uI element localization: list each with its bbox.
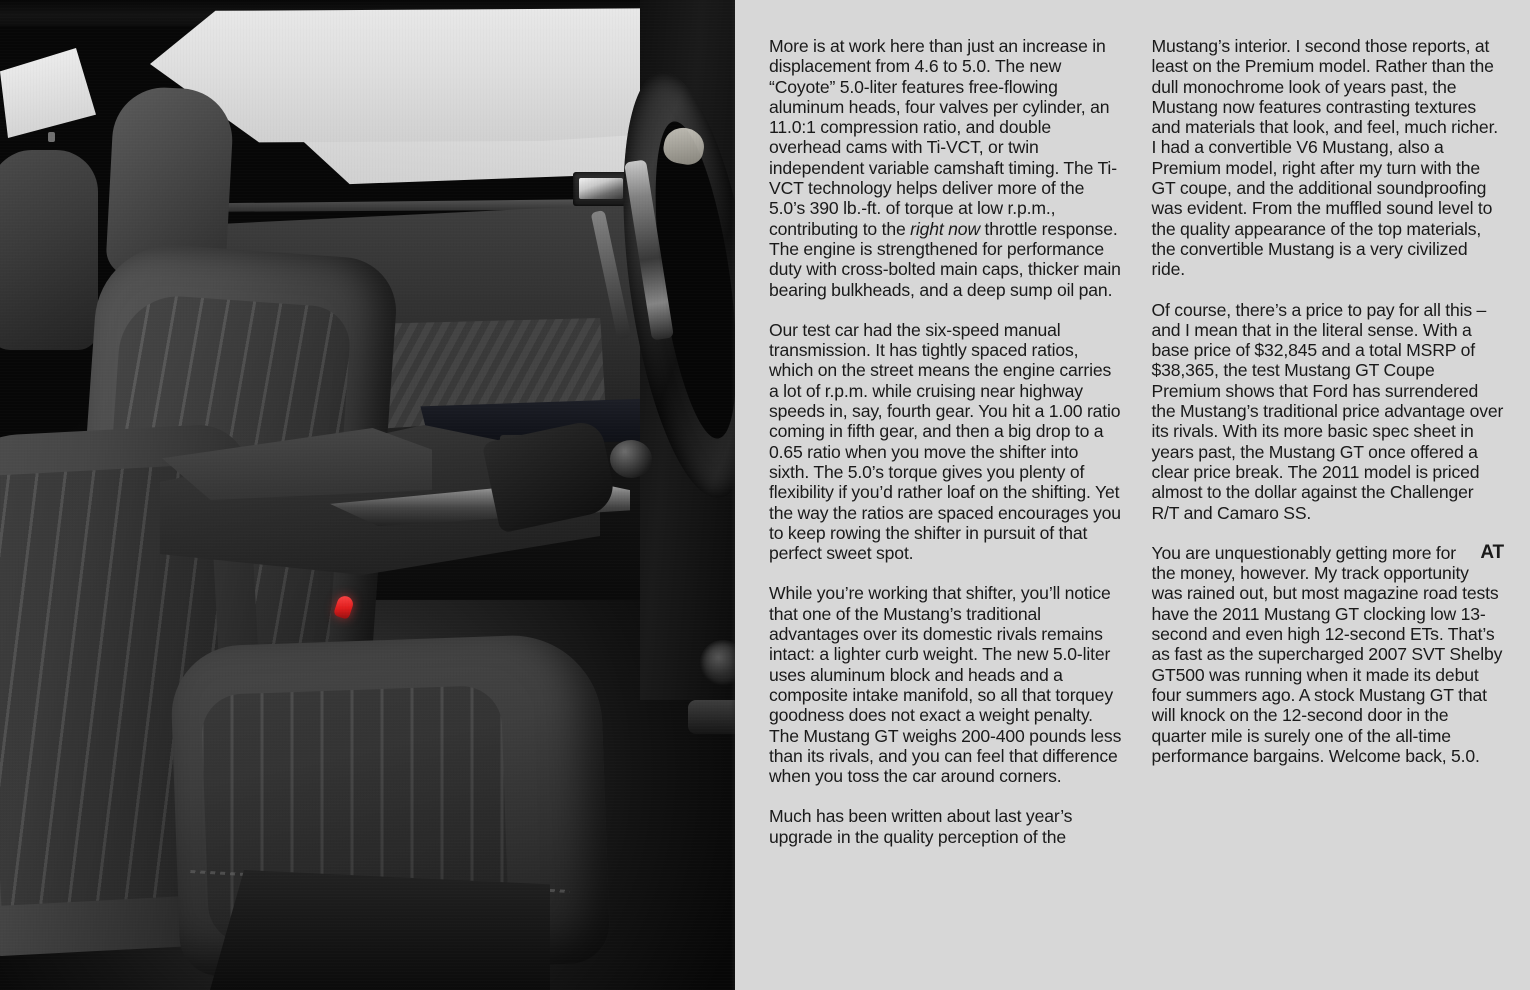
emphasis-text: right now bbox=[910, 218, 980, 239]
shift-knob bbox=[610, 440, 652, 478]
article-columns bbox=[769, 36, 1504, 966]
author-initials: AT bbox=[1480, 542, 1504, 563]
paragraph-text: You are unquestionably getting more for the money, however. My track opportunity was rained out, but most magazine road tests have the 2011 Mustang GT clocking low 13-second and even high 12-second ETs. That’s as fast as the supercharged 2007 SVT Shelby GT500 was running when it made its debut four summers ago. A stock Mustang GT that will knock on the 12-second door in the quarter mile is surely one of the all-time performance bargains. Welcome back, 5.0. bbox=[1151, 542, 1503, 766]
car-interior-photo bbox=[0, 0, 735, 990]
paragraph: Our test car had the six-speed manual transmission. It has tightly spaced ratios, which on the street means the engine carries a lot of r.p.m. while cruising near highway speeds in, say, fourth gear. You hit a 1.00 ratio coming in fifth gear, and then a big drop to a 0.65 ratio when you move the shifter into sixth. The 5.0’s torque gives you plenty of flexibility if you’d rather loaf on the shifting. Yet the way the ratios are spaced encourages you to keep rowing the shifter in pursuit of that perfect sweet spot. bbox=[769, 319, 1121, 564]
glass-marking bbox=[48, 132, 55, 142]
paragraph: Much has been written about last year’s upgrade in the quality perception of the bbox=[769, 806, 1073, 847]
door-handle bbox=[579, 178, 623, 199]
article-column-1 bbox=[769, 36, 1122, 966]
paragraph: Of course, there’s a price to pay for all this – and I mean that in the literal sense. With a base price of $32,845 and a total MSRP of $38,365, the test Mustang GT Coupe Premium shows that Ford has surrendered the Mustang’s traditional price advantage over its rivals. With its more basic spec sheet in years past, the Mustang GT once offered a clear price break. The 2011 model is priced almost to the dollar against the Challenger R/T and Camaro SS. bbox=[1151, 299, 1504, 523]
dashboard-control-panel bbox=[688, 700, 735, 734]
rear-headrest bbox=[0, 150, 98, 350]
paragraph: While you’re working that shifter, you’ll notice that one of the Mustang’s traditional advantages over its domestic rivals remains intact: a lighter curb weight. The new 5.0-liter uses aluminum block and heads and a composite intake manifold, so all that torquey goodness does not exact a weight penalty. The Mustang GT weighs 200-400 pounds less than its rivals, and you can feel that difference when you toss the car around corners. bbox=[769, 583, 1122, 787]
photo-content bbox=[0, 0, 735, 990]
paragraph: More is at work here than just an increase in displacement from 4.6 to 5.0. The new “Coyote” 5.0-liter features free-flowing aluminum heads, four valves per cylinder, an 11.0:1 compression ratio, and double overhead cams with Ti-VCT, or twin independent variable camshaft timing. The Ti-VCT technology helps deliver more of the 5.0’s 390 lb.-ft. of torque at low r.p.m., contributing to the right now throttle response. The engine is strengthened for performance duty with cross-bolted main caps, thicker main bearing bulkheads, and a deep sump oil pan. bbox=[769, 36, 1121, 300]
article-text-area bbox=[735, 0, 1530, 990]
paragraph: Mustang’s interior. I second those reports, at least on the Premium model. Rather than the dull monochrome look of years past, the Mustang now features contrasting textures and materials that look, and feel, much richer. I had a convertible V6 Mustang, also a Premium model, right after my turn with the GT coupe, and the additional soundproofing was evident. From the muffled sound level to the quality appearance of the top materials, the convertible Mustang is a very civilized ride. bbox=[1151, 36, 1499, 280]
console-rear-section bbox=[210, 870, 550, 990]
paragraph-with-signature bbox=[1152, 543, 1505, 766]
article-column-2 bbox=[1152, 36, 1505, 966]
